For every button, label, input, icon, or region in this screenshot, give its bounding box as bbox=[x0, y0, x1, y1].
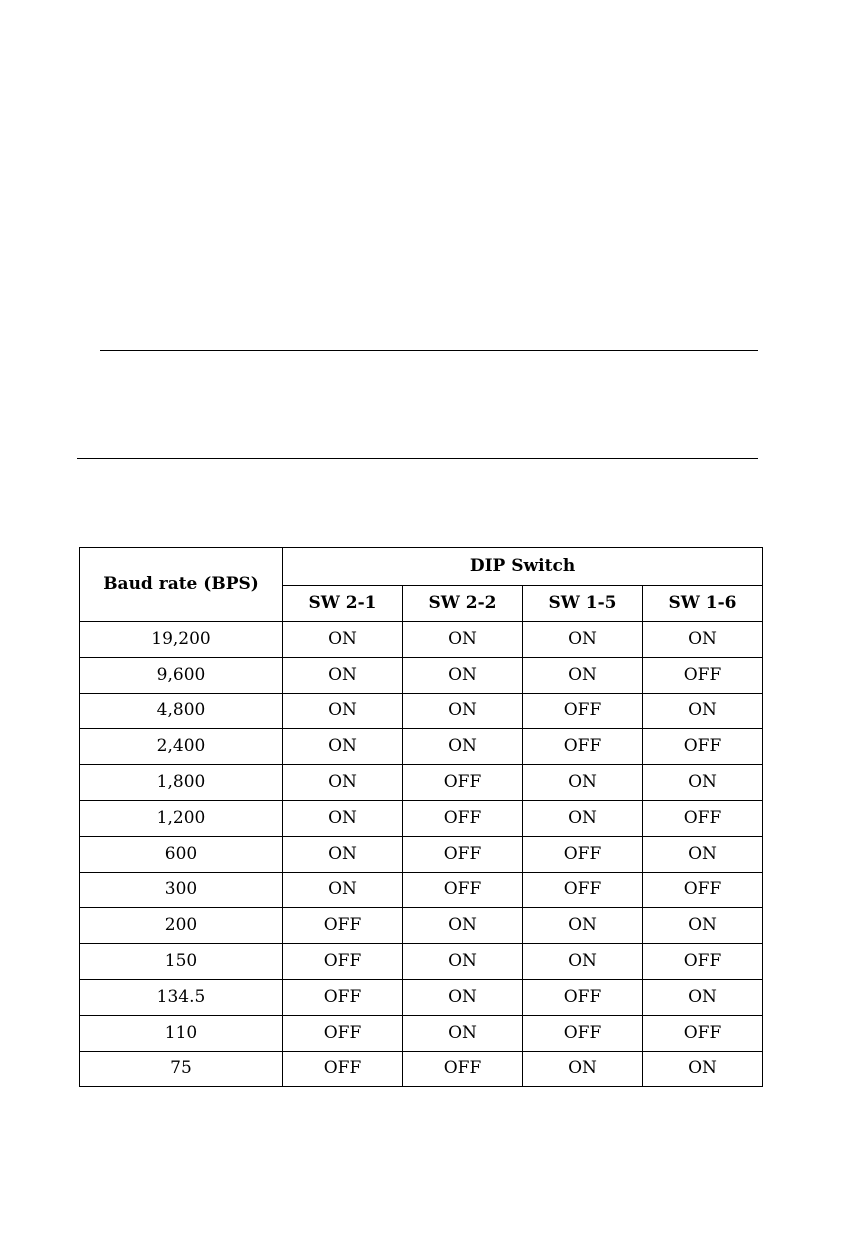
switch-setting-cell: ON bbox=[643, 1051, 763, 1087]
switch-setting-cell: OFF bbox=[283, 1015, 403, 1051]
switch-setting-cell: ON bbox=[403, 693, 523, 729]
table-row bbox=[80, 836, 763, 872]
baud-rate-cell: 200 bbox=[80, 908, 283, 944]
horizontal-rule-top bbox=[100, 350, 758, 351]
baud-rate-cell: 75 bbox=[80, 1051, 283, 1087]
switch-setting-cell: OFF bbox=[523, 693, 643, 729]
baud-rate-cell: 150 bbox=[80, 944, 283, 980]
switch-setting-cell: OFF bbox=[523, 1015, 643, 1051]
baud-rate-cell: 19,200 bbox=[80, 622, 283, 658]
baud-rate-cell: 110 bbox=[80, 1015, 283, 1051]
baud-rate-cell: 1,200 bbox=[80, 800, 283, 836]
baud-rate-cell: 134.5 bbox=[80, 979, 283, 1015]
baud-rate-cell: 600 bbox=[80, 836, 283, 872]
table-row bbox=[80, 622, 763, 658]
switch-setting-cell: ON bbox=[643, 979, 763, 1015]
switch-setting-cell: ON bbox=[283, 765, 403, 801]
switch-setting-cell: ON bbox=[403, 979, 523, 1015]
switch-header-sw1-6: SW 1-6 bbox=[643, 586, 763, 622]
table-row bbox=[80, 657, 763, 693]
switch-setting-cell: ON bbox=[523, 765, 643, 801]
switch-setting-cell: ON bbox=[283, 693, 403, 729]
switch-setting-cell: ON bbox=[283, 872, 403, 908]
switch-setting-cell: ON bbox=[523, 944, 643, 980]
switch-setting-cell: ON bbox=[523, 1051, 643, 1087]
switch-setting-cell: ON bbox=[523, 657, 643, 693]
switch-setting-cell: OFF bbox=[403, 872, 523, 908]
switch-header-sw1-5: SW 1-5 bbox=[523, 586, 643, 622]
table-header-row bbox=[80, 548, 763, 586]
switch-setting-cell: ON bbox=[523, 908, 643, 944]
table-row bbox=[80, 693, 763, 729]
horizontal-rule-bottom bbox=[77, 458, 758, 459]
switch-setting-cell: ON bbox=[643, 765, 763, 801]
switch-header-sw2-2: SW 2-2 bbox=[403, 586, 523, 622]
baud-rate-column-header: Baud rate (BPS) bbox=[80, 548, 283, 622]
table-row bbox=[80, 800, 763, 836]
switch-setting-cell: OFF bbox=[403, 1051, 523, 1087]
switch-setting-cell: ON bbox=[643, 908, 763, 944]
baud-rate-cell: 300 bbox=[80, 872, 283, 908]
switch-setting-cell: ON bbox=[283, 729, 403, 765]
switch-setting-cell: ON bbox=[403, 729, 523, 765]
switch-setting-cell: OFF bbox=[643, 1015, 763, 1051]
baud-rate-cell: 9,600 bbox=[80, 657, 283, 693]
table-row bbox=[80, 1051, 763, 1087]
switch-setting-cell: ON bbox=[283, 836, 403, 872]
switch-setting-cell: OFF bbox=[643, 800, 763, 836]
switch-setting-cell: ON bbox=[403, 622, 523, 658]
baud-rate-cell: 4,800 bbox=[80, 693, 283, 729]
switch-header-sw2-1: SW 2-1 bbox=[283, 586, 403, 622]
switch-setting-cell: ON bbox=[283, 622, 403, 658]
switch-setting-cell: OFF bbox=[643, 872, 763, 908]
switch-setting-cell: OFF bbox=[643, 729, 763, 765]
baud-rate-table-container bbox=[79, 547, 762, 1087]
switch-setting-cell: OFF bbox=[283, 908, 403, 944]
switch-setting-cell: OFF bbox=[643, 657, 763, 693]
switch-setting-cell: ON bbox=[283, 657, 403, 693]
switch-setting-cell: OFF bbox=[523, 872, 643, 908]
switch-setting-cell: ON bbox=[283, 800, 403, 836]
table-row bbox=[80, 944, 763, 980]
switch-setting-cell: ON bbox=[523, 622, 643, 658]
switch-setting-cell: ON bbox=[643, 693, 763, 729]
switch-setting-cell: OFF bbox=[523, 836, 643, 872]
table-row bbox=[80, 1015, 763, 1051]
switch-setting-cell: ON bbox=[403, 1015, 523, 1051]
switch-setting-cell: OFF bbox=[283, 944, 403, 980]
table-body bbox=[80, 622, 763, 1087]
table-row bbox=[80, 979, 763, 1015]
table-row bbox=[80, 729, 763, 765]
baud-rate-cell: 1,800 bbox=[80, 765, 283, 801]
dip-switch-group-header: DIP Switch bbox=[283, 548, 763, 586]
table-row bbox=[80, 872, 763, 908]
switch-setting-cell: OFF bbox=[403, 836, 523, 872]
switch-setting-cell: OFF bbox=[403, 765, 523, 801]
switch-setting-cell: OFF bbox=[403, 800, 523, 836]
switch-setting-cell: OFF bbox=[283, 979, 403, 1015]
baud-rate-dip-switch-table bbox=[79, 547, 763, 1087]
baud-rate-cell: 2,400 bbox=[80, 729, 283, 765]
switch-setting-cell: ON bbox=[403, 944, 523, 980]
switch-setting-cell: OFF bbox=[643, 944, 763, 980]
switch-setting-cell: ON bbox=[643, 622, 763, 658]
switch-setting-cell: OFF bbox=[523, 729, 643, 765]
switch-setting-cell: ON bbox=[403, 657, 523, 693]
switch-setting-cell: OFF bbox=[523, 979, 643, 1015]
switch-setting-cell: ON bbox=[403, 908, 523, 944]
switch-setting-cell: ON bbox=[523, 800, 643, 836]
table-row bbox=[80, 908, 763, 944]
switch-setting-cell: OFF bbox=[283, 1051, 403, 1087]
switch-setting-cell: ON bbox=[643, 836, 763, 872]
table-row bbox=[80, 765, 763, 801]
